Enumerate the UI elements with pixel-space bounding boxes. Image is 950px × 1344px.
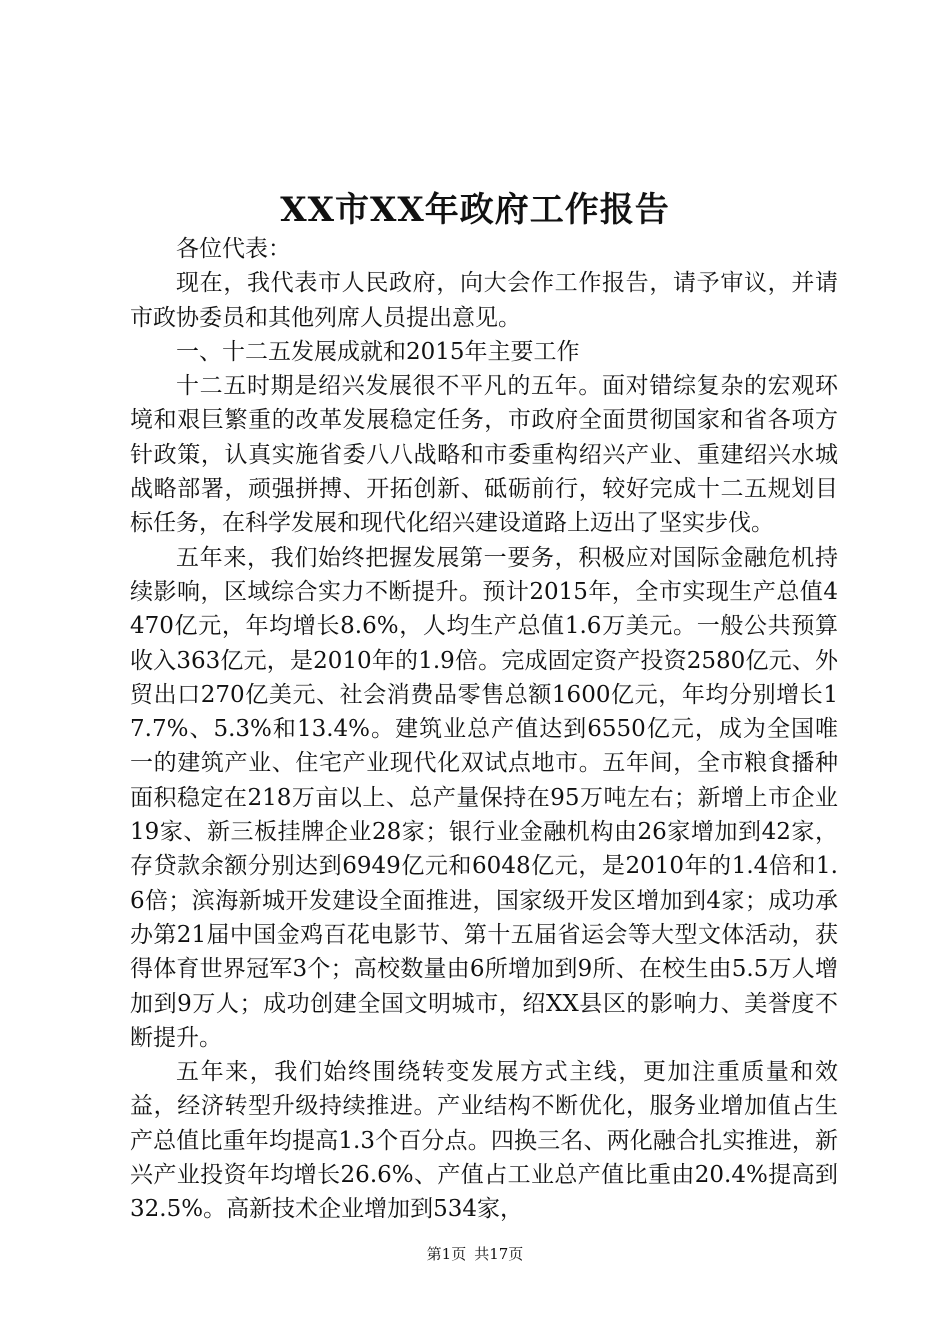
page-total: 共17页 (474, 1245, 524, 1263)
paragraph-salutation: 各位代表： (176, 236, 291, 262)
section-heading: 一、十二五发展成就和2015年主要工作 (176, 338, 580, 365)
paragraph-intro: 现在，我代表市人民政府，向大会作工作报告，请予审议，并请市政协委员和其他列席人员提出意见。 (130, 270, 838, 331)
page-footer (0, 1243, 950, 1265)
paragraph: 五年来，我们始终围绕转变发展方式主线，更加注重质量和效益，经济转型升级持续推进。产业结构不断优化，服务业增加值占生产总值比重年均提高1.3个百分点。四换三名、两化融合扎实推进，新兴产业投资年均增长26.6%、产值占工业总产值比重由20.4%提高到32.5%。高新技术企业增加到534家， (130, 1059, 838, 1223)
document-body (130, 232, 838, 1227)
page-number: 第1页 (426, 1245, 467, 1263)
paragraph: 十二五时期是绍兴发展很不平凡的五年。面对错综复杂的宏观环境和艰巨繁重的改革发展稳定任务，市政府全面贯彻国家和省各项方针政策，认真实施省委八八战略和市委重构绍兴产业、重建绍兴水城战略部署，顽强拼搏、开拓创新、砥砺前行，较好完成十二五规划目标任务，在科学发展和现代化绍兴建设道路上迈出了坚实步伐。 (130, 373, 838, 537)
document-title: XX市XX年政府工作报告 (280, 190, 670, 230)
paragraph: 五年来，我们始终把握发展第一要务，积极应对国际金融危机持续影响，区域综合实力不断提升。预计2015年，全市实现生产总值4470亿元，年均增长8.6%，人均生产总值1.6万美元。一般公共预算收入363亿元，是2010年的1.9倍。完成固定资产投资2580亿元、外贸出口270亿美元、社会消费品零售总额1600亿元，年均分别增长17.7%、5.3%和13.4%。建筑业总产值达到6550亿元，成为全国唯一的建筑产业、住宅产业现代化双试点地市。五年间，全市粮食播种面积稳定在218万亩以上、总产量保持在95万吨左右；新增上市企业19家、新三板挂牌企业28家；银行业金融机构由26家增加到42家，存贷款余额分别达到6949亿元和6048亿元，是2010年的1.4倍和1.6倍；滨海新城开发建设全面推进，国家级开发区增加到4家；成功承办第21届中国金鸡百花电影节、第十五届省运会等大型文体活动，获得体育世界冠军3个；高校数量由6所增加到9所、在校生由5.5万人增加到9万人；成功创建全国文明城市，绍XX县区的影响力、美誉度不断提升。 (130, 544, 838, 1051)
